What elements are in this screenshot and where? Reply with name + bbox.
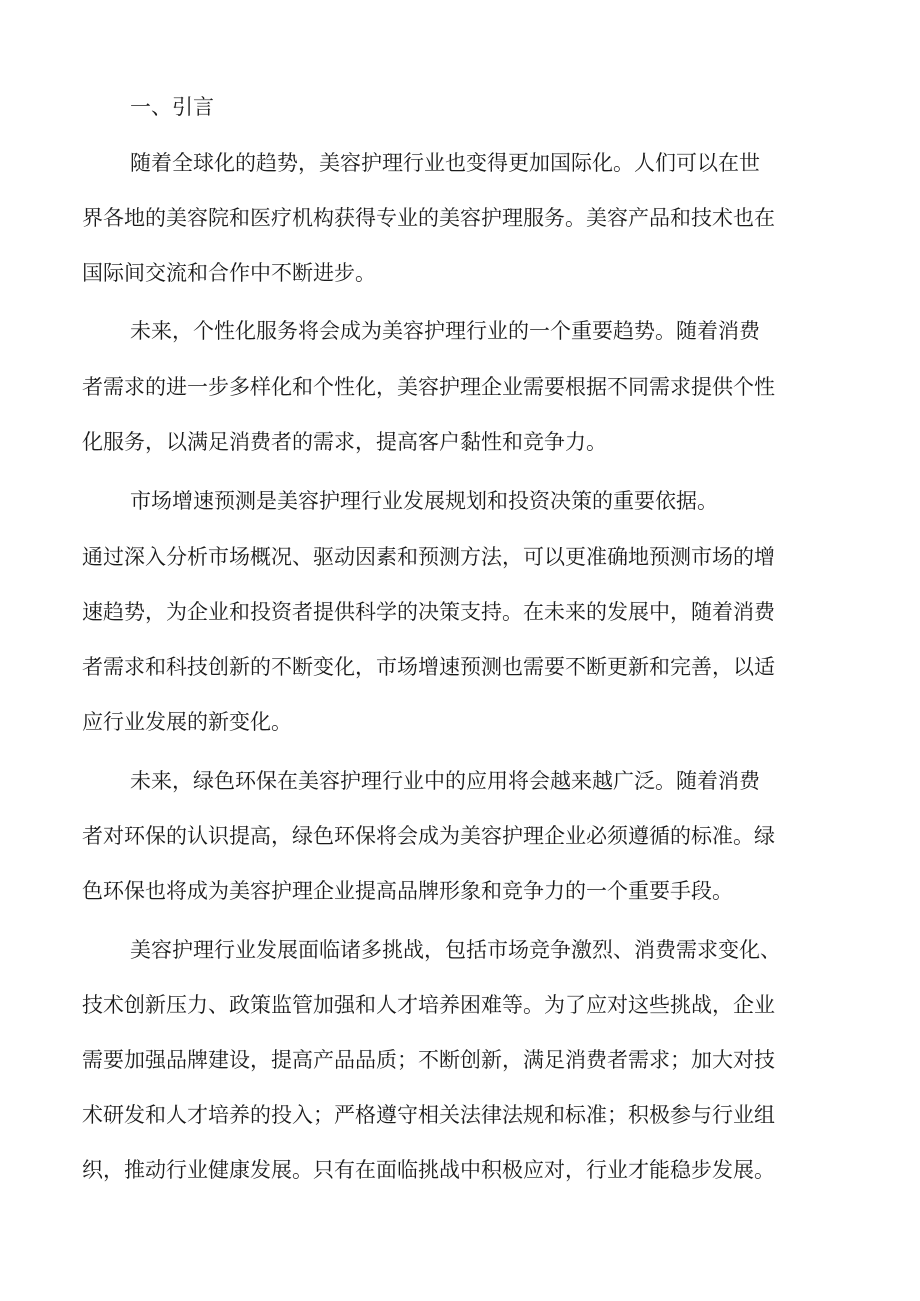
paragraph-line: 者需求和科技创新的不断变化，市场增速预测也需要不断更新和完善，以适 (82, 655, 775, 679)
paragraph-line: 未来，绿色环保在美容护理行业中的应用将会越来越广泛。随着消费 (130, 769, 760, 793)
paragraph-line: 应行业发展的新变化。 (82, 710, 292, 734)
paragraph-line: 随着全球化的趋势，美容护理行业也变得更加国际化。人们可以在世 (130, 151, 760, 175)
paragraph-line: 色环保也将成为美容护理企业提高品牌形象和竞争力的一个重要手段。 (82, 879, 733, 903)
paragraph-line: 速趋势，为企业和投资者提供科学的决策支持。在未来的发展中，随着消费 (82, 600, 775, 624)
paragraph-line: 化服务，以满足消费者的需求，提高客户黏性和竞争力。 (82, 430, 607, 454)
paragraph-line: 未来，个性化服务将会成为美容护理行业的一个重要趋势。随着消费 (130, 319, 760, 343)
paragraph-line: 者需求的进一步多样化和个性化，美容护理企业需要根据不同需求提供个性 (82, 375, 775, 399)
paragraph-line: 织，推动行业健康发展。只有在面临挑战中积极应对，行业才能稳步发展。 (82, 1158, 775, 1182)
paragraph-line: 国际间交流和合作中不断进步。 (82, 261, 376, 285)
paragraph-line: 术研发和人才培养的投入；严格遵守相关法律法规和标准；积极参与行业组 (82, 1103, 775, 1127)
paragraph-line: 通过深入分析市场概况、驱动因素和预测方法，可以更准确地预测市场的增 (82, 545, 775, 569)
section-heading: 一、引言 (130, 95, 214, 119)
paragraph-line: 者对环保的认识提高，绿色环保将会成为美容护理企业必须遵循的标准。绿 (82, 824, 775, 848)
paragraph-line: 界各地的美容院和医疗机构获得专业的美容护理服务。美容产品和技术也在 (82, 206, 775, 230)
paragraph-line: 市场增速预测是美容护理行业发展规划和投资决策的重要依据。 (130, 489, 718, 513)
paragraph-line: 美容护理行业发展面临诸多挑战，包括市场竞争激烈、消费需求变化、 (130, 938, 781, 962)
paragraph-line: 技术创新压力、政策监管加强和人才培养困难等。为了应对这些挑战，企业 (82, 993, 775, 1017)
paragraph-line: 需要加强品牌建设，提高产品品质；不断创新，满足消费者需求；加大对技 (82, 1048, 775, 1072)
